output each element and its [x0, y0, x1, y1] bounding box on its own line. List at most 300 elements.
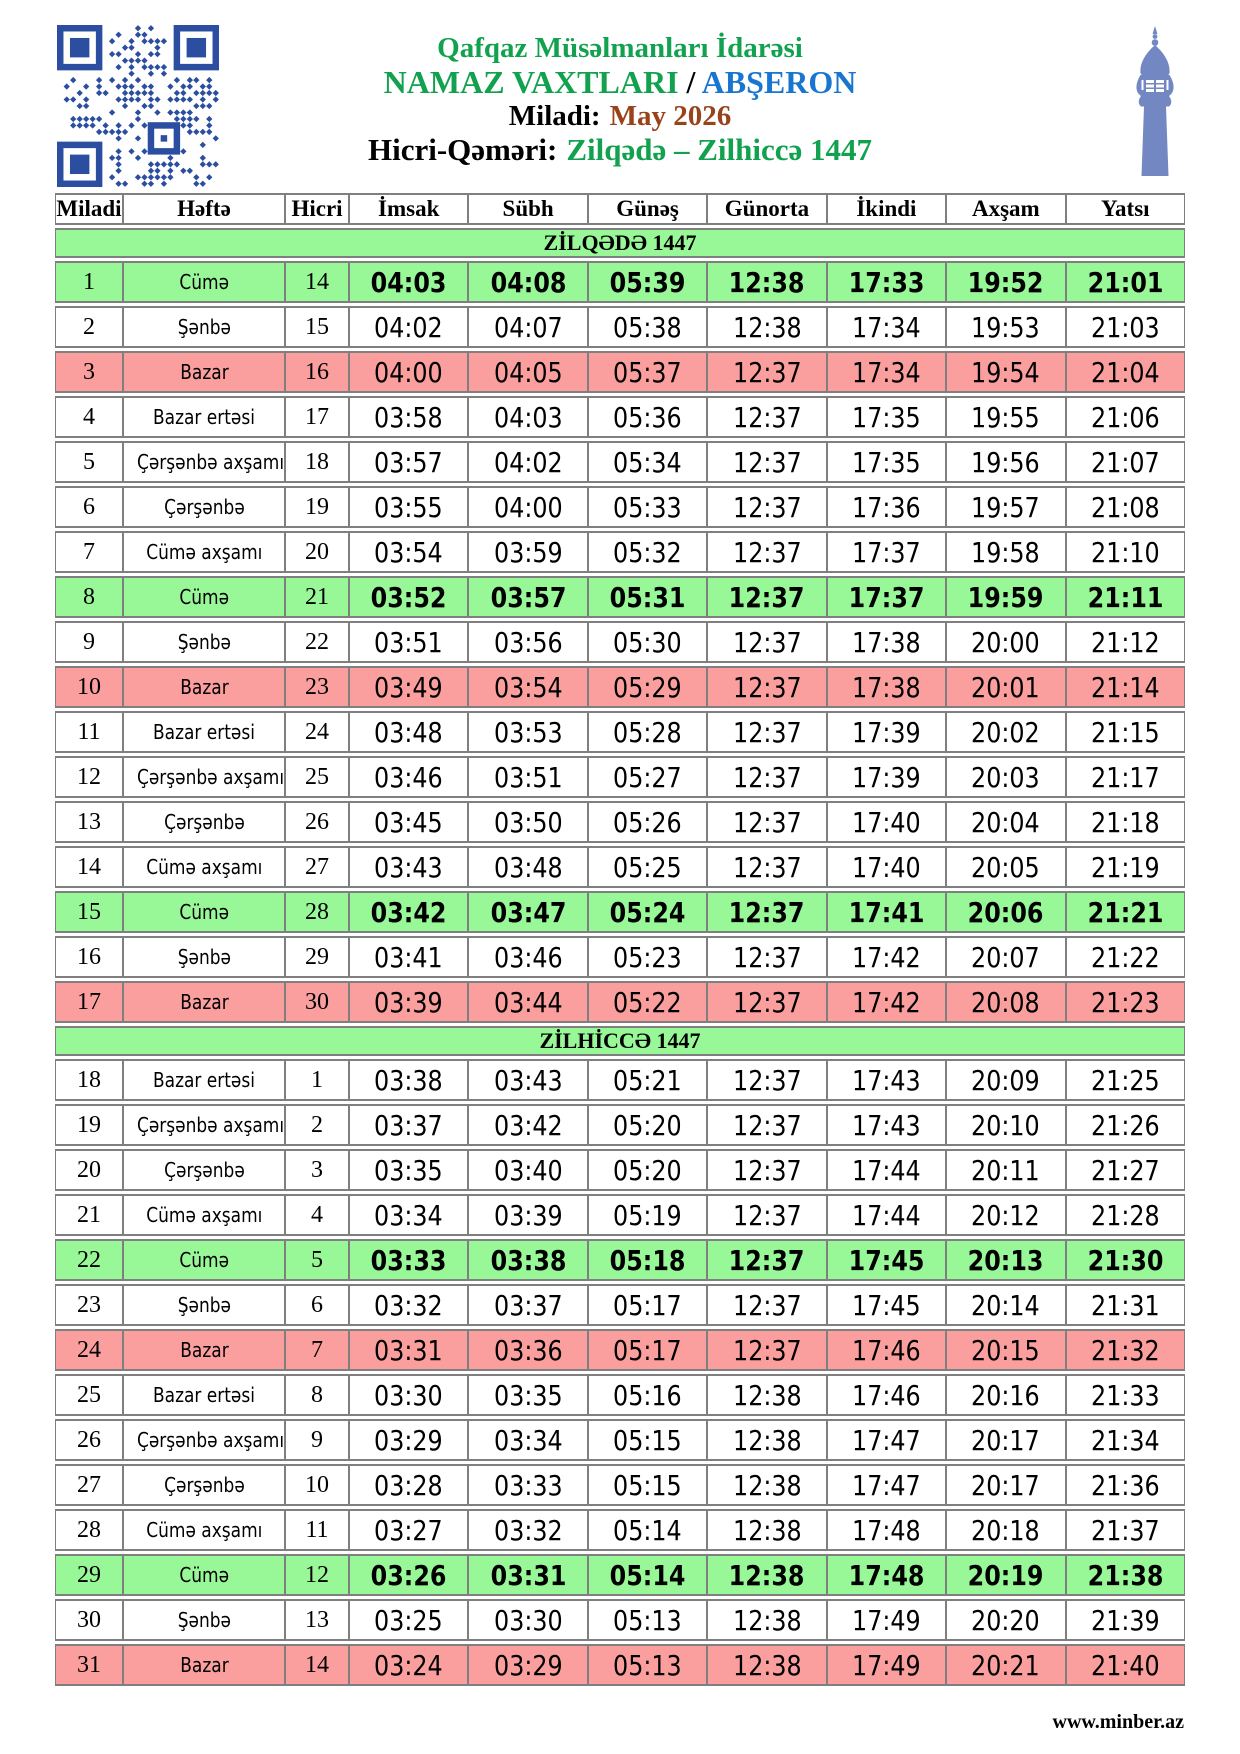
hicri-day-cell: 19: [285, 486, 349, 528]
prayer-time-cell: 12:38: [707, 306, 826, 348]
prayer-time-cell: 03:26: [349, 1554, 468, 1596]
prayer-time-cell: 03:48: [468, 846, 587, 888]
prayer-time-cell: 21:34: [1066, 1419, 1185, 1461]
prayer-time-cell: 04:07: [468, 306, 587, 348]
table-row: [55, 756, 1185, 798]
prayer-time-cell: 05:32: [588, 531, 707, 573]
prayer-time-cell: 05:31: [588, 576, 707, 618]
prayer-time-cell: 12:38: [707, 1419, 826, 1461]
miladi-day-cell: 6: [55, 486, 123, 528]
prayer-time-cell: 17:47: [827, 1464, 946, 1506]
prayer-time-cell: 20:10: [946, 1104, 1065, 1146]
prayer-time-cell: 03:46: [349, 756, 468, 798]
page-header: [230, 32, 1010, 167]
prayer-time-cell: 03:48: [349, 711, 468, 753]
prayer-time-cell: 17:34: [827, 351, 946, 393]
prayer-time-cell: 05:14: [588, 1509, 707, 1551]
prayer-table-body: [55, 228, 1185, 1686]
table-row: [55, 711, 1185, 753]
table-row: [55, 1104, 1185, 1146]
column-header: Günorta: [707, 193, 826, 225]
prayer-time-cell: 17:35: [827, 396, 946, 438]
column-header: Həftə: [123, 193, 285, 225]
weekday-name-cell: Cümə: [123, 576, 285, 618]
prayer-time-cell: 20:02: [946, 711, 1065, 753]
prayer-time-cell: 20:04: [946, 801, 1065, 843]
table-row: [55, 261, 1185, 303]
prayer-time-cell: 03:24: [349, 1644, 468, 1686]
miladi-day-cell: 10: [55, 666, 123, 708]
prayer-time-cell: 21:40: [1066, 1644, 1185, 1686]
weekday-name-cell: Şənbə: [123, 1599, 285, 1641]
weekday-name-cell: Çərşənbə: [123, 1149, 285, 1191]
prayer-time-cell: 20:13: [946, 1239, 1065, 1281]
prayer-time-cell: 04:02: [468, 441, 587, 483]
table-row: [55, 1554, 1185, 1596]
prayer-time-cell: 03:39: [349, 981, 468, 1023]
prayer-time-cell: 17:37: [827, 531, 946, 573]
prayer-time-cell: 05:27: [588, 756, 707, 798]
prayer-time-cell: 03:55: [349, 486, 468, 528]
prayer-time-cell: 19:59: [946, 576, 1065, 618]
prayer-time-cell: 03:54: [468, 666, 587, 708]
prayer-time-cell: 03:43: [468, 1059, 587, 1101]
weekday-name-cell: Çərşənbə axşamı: [123, 1104, 285, 1146]
prayer-time-cell: 21:32: [1066, 1329, 1185, 1371]
hicri-day-cell: 4: [285, 1194, 349, 1236]
prayer-time-cell: 20:01: [946, 666, 1065, 708]
minaret-finial: [1153, 26, 1158, 34]
prayer-time-cell: 21:26: [1066, 1104, 1185, 1146]
prayer-time-cell: 17:47: [827, 1419, 946, 1461]
prayer-time-cell: 20:14: [946, 1284, 1065, 1326]
table-row: [55, 936, 1185, 978]
minaret-shaft: [1142, 107, 1169, 177]
prayer-time-cell: 17:40: [827, 846, 946, 888]
prayer-time-cell: 20:05: [946, 846, 1065, 888]
prayer-time-cell: 12:38: [707, 1374, 826, 1416]
prayer-time-cell: 21:08: [1066, 486, 1185, 528]
prayer-time-cell: 03:34: [349, 1194, 468, 1236]
weekday-name-cell: Çərşənbə: [123, 1464, 285, 1506]
hicri-day-cell: 15: [285, 306, 349, 348]
column-header: Axşam: [946, 193, 1065, 225]
prayer-time-cell: 05:38: [588, 306, 707, 348]
prayer-time-cell: 05:22: [588, 981, 707, 1023]
prayer-time-cell: 20:07: [946, 936, 1065, 978]
miladi-day-cell: 24: [55, 1329, 123, 1371]
hicri-day-cell: 26: [285, 801, 349, 843]
title-separator: /: [678, 64, 702, 100]
weekday-name-cell: Şənbə: [123, 936, 285, 978]
prayer-time-cell: 17:37: [827, 576, 946, 618]
table-row: [55, 531, 1185, 573]
prayer-time-cell: 03:40: [468, 1149, 587, 1191]
prayer-time-cell: 21:12: [1066, 621, 1185, 663]
prayer-time-cell: 12:38: [707, 1644, 826, 1686]
prayer-time-cell: 20:12: [946, 1194, 1065, 1236]
prayer-time-cell: 21:10: [1066, 531, 1185, 573]
prayer-time-cell: 03:32: [468, 1509, 587, 1551]
prayer-time-cell: 03:53: [468, 711, 587, 753]
miladi-day-cell: 18: [55, 1059, 123, 1101]
hicri-day-cell: 18: [285, 441, 349, 483]
minaret-icon: [1126, 26, 1184, 176]
weekday-name-cell: Şənbə: [123, 1284, 285, 1326]
table-row: [55, 1464, 1185, 1506]
prayer-time-cell: 21:14: [1066, 666, 1185, 708]
weekday-name-cell: Cümə: [123, 891, 285, 933]
prayer-time-cell: 04:03: [468, 396, 587, 438]
hicri-day-cell: 27: [285, 846, 349, 888]
miladi-day-cell: 20: [55, 1149, 123, 1191]
weekday-name-cell: Çərşənbə axşamı: [123, 1419, 285, 1461]
prayer-time-cell: 21:39: [1066, 1599, 1185, 1641]
weekday-name-cell: Bazar ertəsi: [123, 396, 285, 438]
prayer-time-cell: 17:41: [827, 891, 946, 933]
prayer-time-cell: 03:42: [349, 891, 468, 933]
prayer-time-cell: 12:37: [707, 1284, 826, 1326]
table-row: [55, 576, 1185, 618]
prayer-time-cell: 05:20: [588, 1104, 707, 1146]
prayer-time-cell: 21:38: [1066, 1554, 1185, 1596]
prayer-time-cell: 12:37: [707, 486, 826, 528]
miladi-day-cell: 3: [55, 351, 123, 393]
prayer-time-cell: 21:19: [1066, 846, 1185, 888]
hicri-label: Hicri-Qəməri:: [367, 132, 558, 167]
prayer-time-cell: 17:38: [827, 666, 946, 708]
prayer-time-cell: 03:28: [349, 1464, 468, 1506]
prayer-time-cell: 12:37: [707, 396, 826, 438]
prayer-time-cell: 03:29: [468, 1644, 587, 1686]
prayer-time-cell: 05:15: [588, 1419, 707, 1461]
prayer-time-cell: 21:06: [1066, 396, 1185, 438]
prayer-time-cell: 05:17: [588, 1284, 707, 1326]
miladi-day-cell: 31: [55, 1644, 123, 1686]
miladi-day-cell: 4: [55, 396, 123, 438]
prayer-time-cell: 03:52: [349, 576, 468, 618]
prayer-time-cell: 03:38: [349, 1059, 468, 1101]
table-row: [55, 1194, 1185, 1236]
prayer-time-cell: 17:40: [827, 801, 946, 843]
hicri-day-cell: 12: [285, 1554, 349, 1596]
prayer-time-cell: 21:11: [1066, 576, 1185, 618]
miladi-day-cell: 13: [55, 801, 123, 843]
prayer-time-cell: 03:39: [468, 1194, 587, 1236]
table-row: [55, 1419, 1185, 1461]
prayer-time-cell: 03:51: [468, 756, 587, 798]
prayer-time-cell: 03:38: [468, 1239, 587, 1281]
miladi-day-cell: 25: [55, 1374, 123, 1416]
prayer-time-cell: 19:53: [946, 306, 1065, 348]
prayer-time-cell: 03:37: [468, 1284, 587, 1326]
hicri-day-cell: 24: [285, 711, 349, 753]
prayer-time-cell: 20:09: [946, 1059, 1065, 1101]
prayer-time-cell: 20:17: [946, 1419, 1065, 1461]
table-row: [55, 891, 1185, 933]
miladi-day-cell: 30: [55, 1599, 123, 1641]
month-section-title: ZİLHİCCƏ 1447: [55, 1026, 1185, 1056]
miladi-day-cell: 17: [55, 981, 123, 1023]
qr-code-icon: [57, 25, 219, 187]
hicri-day-cell: 28: [285, 891, 349, 933]
hicri-day-cell: 22: [285, 621, 349, 663]
prayer-time-cell: 03:58: [349, 396, 468, 438]
prayer-time-cell: 21:18: [1066, 801, 1185, 843]
prayer-time-cell: 19:52: [946, 261, 1065, 303]
title-namaz: NAMAZ VAXTLARI: [383, 64, 679, 100]
month-section-header: [55, 1026, 1185, 1056]
miladi-day-cell: 5: [55, 441, 123, 483]
prayer-time-cell: 12:37: [707, 441, 826, 483]
prayer-time-cell: 05:28: [588, 711, 707, 753]
weekday-name-cell: Bazar: [123, 1329, 285, 1371]
prayer-time-cell: 17:34: [827, 306, 946, 348]
weekday-name-cell: Çərşənbə axşamı: [123, 756, 285, 798]
prayer-time-cell: 17:38: [827, 621, 946, 663]
prayer-time-cell: 17:39: [827, 756, 946, 798]
hicri-day-cell: 2: [285, 1104, 349, 1146]
table-row: [55, 1284, 1185, 1326]
weekday-name-cell: Bazar: [123, 1644, 285, 1686]
prayer-time-cell: 21:31: [1066, 1284, 1185, 1326]
prayer-time-cell: 21:33: [1066, 1374, 1185, 1416]
hicri-day-cell: 5: [285, 1239, 349, 1281]
minaret-dome: [1140, 45, 1169, 77]
prayer-time-cell: 12:37: [707, 1059, 826, 1101]
hicri-day-cell: 14: [285, 1644, 349, 1686]
hicri-day-cell: 9: [285, 1419, 349, 1461]
hicri-day-cell: 11: [285, 1509, 349, 1551]
prayer-time-cell: 03:32: [349, 1284, 468, 1326]
table-row: [55, 666, 1185, 708]
weekday-name-cell: Bazar: [123, 351, 285, 393]
miladi-day-cell: 23: [55, 1284, 123, 1326]
prayer-time-cell: 17:35: [827, 441, 946, 483]
prayer-time-cell: 03:45: [349, 801, 468, 843]
table-row: [55, 441, 1185, 483]
miladi-day-cell: 14: [55, 846, 123, 888]
prayer-time-cell: 05:37: [588, 351, 707, 393]
hicri-day-cell: 16: [285, 351, 349, 393]
weekday-name-cell: Cümə: [123, 1554, 285, 1596]
prayer-time-cell: 12:37: [707, 1194, 826, 1236]
prayer-time-cell: 21:17: [1066, 756, 1185, 798]
prayer-time-cell: 03:35: [468, 1374, 587, 1416]
prayer-time-cell: 03:50: [468, 801, 587, 843]
prayer-time-cell: 03:57: [468, 576, 587, 618]
prayer-time-cell: 21:23: [1066, 981, 1185, 1023]
prayer-time-cell: 12:38: [707, 1599, 826, 1641]
prayer-time-cell: 03:27: [349, 1509, 468, 1551]
prayer-time-cell: 05:17: [588, 1329, 707, 1371]
prayer-time-cell: 05:36: [588, 396, 707, 438]
prayer-time-cell: 17:46: [827, 1329, 946, 1371]
prayer-time-cell: 17:49: [827, 1644, 946, 1686]
title-region: ABŞERON: [701, 64, 857, 100]
table-row: [55, 1509, 1185, 1551]
weekday-name-cell: Cümə: [123, 1239, 285, 1281]
prayer-time-cell: 21:04: [1066, 351, 1185, 393]
prayer-time-cell: 20:19: [946, 1554, 1065, 1596]
hicri-day-cell: 10: [285, 1464, 349, 1506]
hicri-day-cell: 29: [285, 936, 349, 978]
hicri-day-cell: 17: [285, 396, 349, 438]
minaret-skirt: [1139, 96, 1172, 107]
hicri-day-cell: 7: [285, 1329, 349, 1371]
prayer-time-cell: 17:46: [827, 1374, 946, 1416]
column-header: Yatsı: [1066, 193, 1185, 225]
prayer-time-cell: 21:01: [1066, 261, 1185, 303]
weekday-name-cell: Bazar: [123, 666, 285, 708]
prayer-time-cell: 12:37: [707, 936, 826, 978]
table-row: [55, 846, 1185, 888]
hicri-day-cell: 3: [285, 1149, 349, 1191]
prayer-time-cell: 21:30: [1066, 1239, 1185, 1281]
prayer-time-cell: 12:38: [707, 1464, 826, 1506]
table-row: [55, 1374, 1185, 1416]
prayer-time-cell: 12:37: [707, 1149, 826, 1191]
weekday-name-cell: Cümə axşamı: [123, 846, 285, 888]
prayer-time-cell: 20:15: [946, 1329, 1065, 1371]
prayer-time-cell: 03:30: [468, 1599, 587, 1641]
weekday-name-cell: Cümə: [123, 261, 285, 303]
miladi-day-cell: 22: [55, 1239, 123, 1281]
miladi-day-cell: 28: [55, 1509, 123, 1551]
miladi-day-cell: 2: [55, 306, 123, 348]
prayer-time-cell: 17:43: [827, 1059, 946, 1101]
prayer-time-cell: 04:05: [468, 351, 587, 393]
hicri-day-cell: 23: [285, 666, 349, 708]
prayer-time-cell: 17:39: [827, 711, 946, 753]
prayer-time-cell: 20:00: [946, 621, 1065, 663]
table-row: [55, 621, 1185, 663]
prayer-time-cell: 12:37: [707, 1329, 826, 1371]
prayer-time-cell: 05:25: [588, 846, 707, 888]
weekday-name-cell: Çərşənbə: [123, 801, 285, 843]
prayer-time-cell: 03:33: [468, 1464, 587, 1506]
hicri-day-cell: 21: [285, 576, 349, 618]
prayer-time-cell: 03:59: [468, 531, 587, 573]
weekday-name-cell: Bazar ertəsi: [123, 711, 285, 753]
prayer-time-cell: 03:43: [349, 846, 468, 888]
miladi-day-cell: 15: [55, 891, 123, 933]
prayer-time-cell: 19:54: [946, 351, 1065, 393]
table-row: [55, 1329, 1185, 1371]
prayer-time-cell: 03:46: [468, 936, 587, 978]
miladi-day-cell: 12: [55, 756, 123, 798]
prayer-time-cell: 17:36: [827, 486, 946, 528]
column-header: Günəş: [588, 193, 707, 225]
weekday-name-cell: Bazar: [123, 981, 285, 1023]
prayer-time-cell: 20:21: [946, 1644, 1065, 1686]
weekday-name-cell: Çərşənbə: [123, 486, 285, 528]
hicri-day-cell: 13: [285, 1599, 349, 1641]
prayer-time-cell: 17:45: [827, 1239, 946, 1281]
table-row: [55, 1644, 1185, 1686]
miladi-day-cell: 8: [55, 576, 123, 618]
month-section-header: [55, 228, 1185, 258]
prayer-time-cell: 20:20: [946, 1599, 1065, 1641]
organization-name: Qafqaz Müsəlmanları İdarəsi: [437, 32, 803, 64]
prayer-time-cell: 03:33: [349, 1239, 468, 1281]
prayer-time-cell: 21:36: [1066, 1464, 1185, 1506]
table-row: [55, 351, 1185, 393]
prayer-time-cell: 05:13: [588, 1599, 707, 1641]
miladi-day-cell: 26: [55, 1419, 123, 1461]
weekday-name-cell: Çərşənbə axşamı: [123, 441, 285, 483]
prayer-time-cell: 12:38: [707, 1509, 826, 1551]
prayer-time-cell: 12:37: [707, 711, 826, 753]
prayer-time-cell: 03:36: [468, 1329, 587, 1371]
prayer-time-cell: 05:39: [588, 261, 707, 303]
prayer-time-cell: 12:37: [707, 756, 826, 798]
prayer-time-cell: 12:37: [707, 666, 826, 708]
prayer-time-cell: 17:33: [827, 261, 946, 303]
table-row: [55, 801, 1185, 843]
prayer-time-cell: 17:48: [827, 1554, 946, 1596]
hicri-value: Zilqədə – Zilhiccə 1447: [566, 132, 873, 167]
prayer-time-cell: 19:58: [946, 531, 1065, 573]
prayer-time-cell: 12:37: [707, 351, 826, 393]
miladi-label: Miladi:: [508, 100, 601, 132]
weekday-name-cell: Bazar ertəsi: [123, 1059, 285, 1101]
prayer-time-cell: 03:42: [468, 1104, 587, 1146]
prayer-time-cell: 03:57: [349, 441, 468, 483]
miladi-day-cell: 7: [55, 531, 123, 573]
prayer-time-cell: 17:43: [827, 1104, 946, 1146]
prayer-time-cell: 03:56: [468, 621, 587, 663]
hicri-day-cell: 1: [285, 1059, 349, 1101]
prayer-time-cell: 03:30: [349, 1374, 468, 1416]
weekday-name-cell: Cümə axşamı: [123, 531, 285, 573]
prayer-time-cell: 20:17: [946, 1464, 1065, 1506]
column-header: Hicri: [285, 193, 349, 225]
website-url: www.minber.az: [1052, 1711, 1184, 1733]
prayer-time-cell: 17:42: [827, 936, 946, 978]
prayer-time-cell: 20:18: [946, 1509, 1065, 1551]
prayer-time-cell: 03:51: [349, 621, 468, 663]
prayer-time-cell: 21:27: [1066, 1149, 1185, 1191]
prayer-time-cell: 03:25: [349, 1599, 468, 1641]
prayer-time-cell: 12:37: [707, 621, 826, 663]
table-row: [55, 1059, 1185, 1101]
prayer-time-cell: 03:35: [349, 1149, 468, 1191]
prayer-time-cell: 20:11: [946, 1149, 1065, 1191]
prayer-time-cell: 05:21: [588, 1059, 707, 1101]
prayer-time-cell: 19:55: [946, 396, 1065, 438]
prayer-time-cell: 05:20: [588, 1149, 707, 1191]
prayer-time-cell: 05:16: [588, 1374, 707, 1416]
miladi-day-cell: 1: [55, 261, 123, 303]
prayer-time-cell: 12:37: [707, 891, 826, 933]
prayer-time-cell: 03:34: [468, 1419, 587, 1461]
prayer-time-cell: 20:03: [946, 756, 1065, 798]
prayer-time-cell: 12:37: [707, 1239, 826, 1281]
prayer-time-cell: 17:42: [827, 981, 946, 1023]
table-row: [55, 1149, 1185, 1191]
prayer-time-cell: 12:37: [707, 801, 826, 843]
prayer-time-cell: 03:44: [468, 981, 587, 1023]
prayer-time-cell: 04:03: [349, 261, 468, 303]
month-section-title: ZİLQƏDƏ 1447: [55, 228, 1185, 258]
prayer-time-cell: 05:13: [588, 1644, 707, 1686]
miladi-day-cell: 29: [55, 1554, 123, 1596]
prayer-time-cell: 05:15: [588, 1464, 707, 1506]
weekday-name-cell: Bazar ertəsi: [123, 1374, 285, 1416]
prayer-time-cell: 03:54: [349, 531, 468, 573]
prayer-time-cell: 05:24: [588, 891, 707, 933]
